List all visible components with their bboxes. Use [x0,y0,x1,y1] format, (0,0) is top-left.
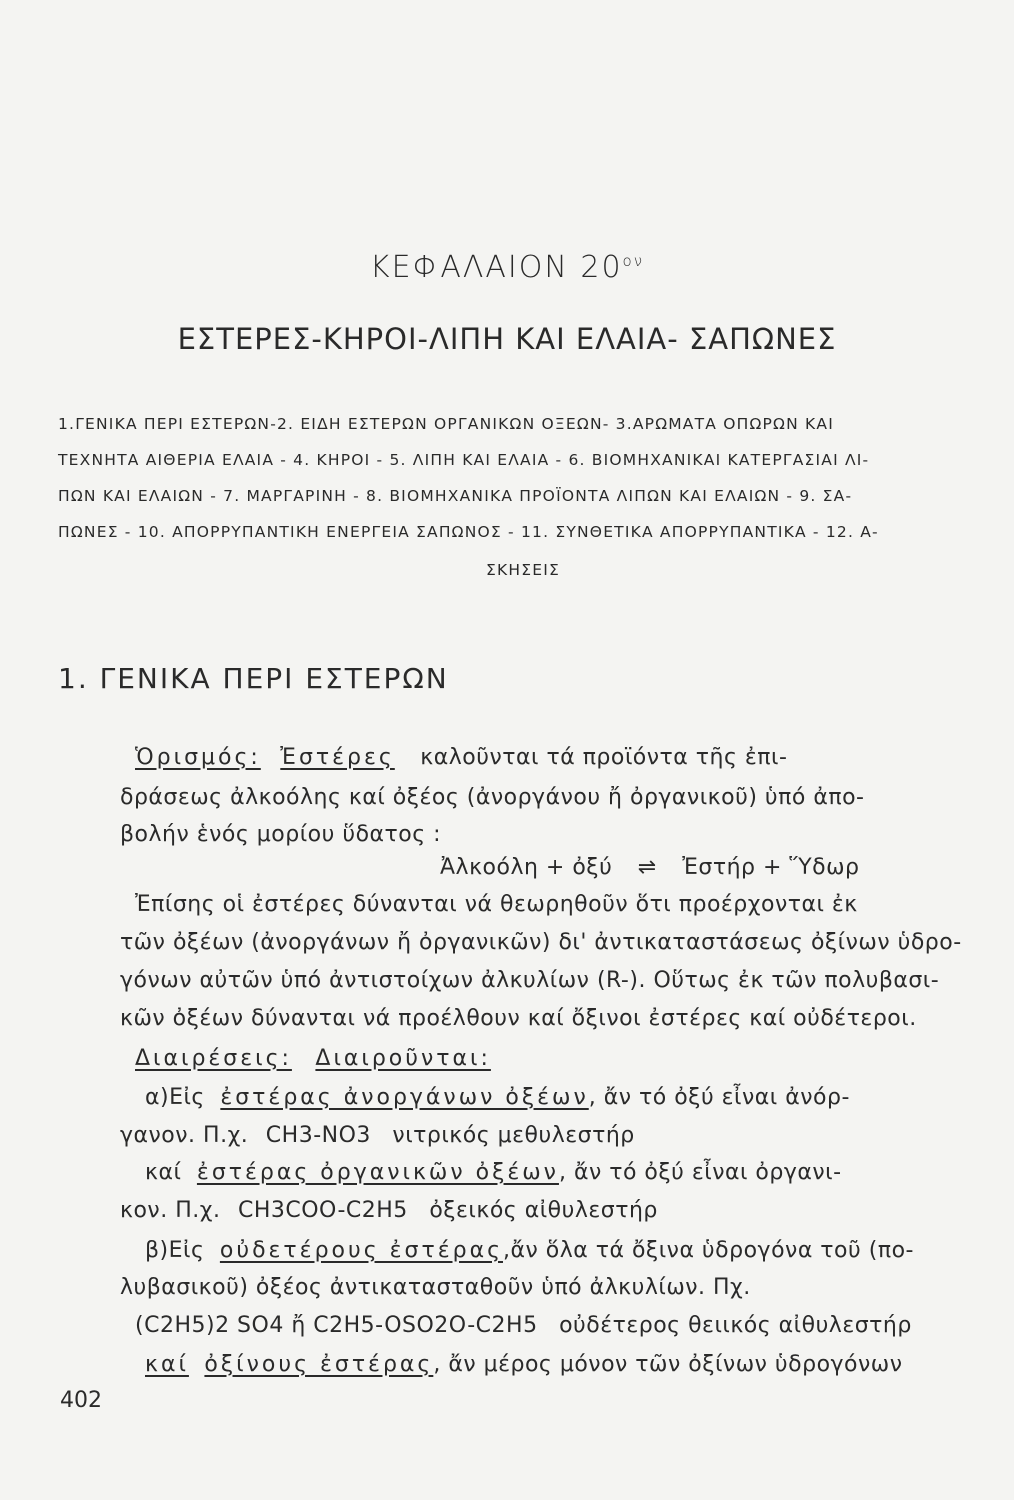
item-prefix: α)Εἰς [145,1085,205,1110]
compound-name: νιτρικός μεθυλεστήρ [392,1123,635,1148]
text-line: Ἐπίσης οἱ ἐστέρες δύνανται νά θεωρηθοῦν ὅτι προέρχονται ἐκ [135,892,858,917]
text-line: καλοῦνται τά προϊόντα τῆς ἐπι- [420,745,788,770]
example-text: γανον. Π.χ. [120,1123,249,1148]
list-item [145,1352,903,1377]
chapter-title: ΚΕΦΑΛΑΙΟΝ 20 [369,250,623,285]
text-line: γόνων αὐτῶν ὑπό ἀντιστοίχων ἀλκυλίων (R-). Οὕτως ἐκ τῶν πολυβασι- [120,968,940,993]
definition-line [135,745,787,770]
text-line: βολήν ἑνός μορίου ὕδατος : [120,822,442,847]
example-line [135,1313,912,1338]
toc-line: ΤΕΧΝΗΤΑ ΑΙΘΕΡΙΑ ΕΛΑΙΑ - 4. ΚΗΡΟΙ - 5. ΛΙΠΗ ΚΑΙ ΕΛΑΙΑ - 6. ΒΙΟΜΗΧΑΝΙΚΑΙ ΚΑΤΕΡΓΑΣΙΑΙ ΛΙ- [58,451,870,469]
chemical-formula: CH3-NO3 [265,1123,371,1148]
item-term: οὐδετέρους ἐστέρας [219,1238,503,1263]
definition-label: Ὁρισμός: [135,745,261,770]
example-line [120,1123,635,1148]
toc-line: ΣΚΗΣΕΙΣ [486,561,560,579]
chapter-heading [0,250,1014,285]
text-line: κῶν ὀξέων δύνανται νά προέλθουν καί ὄξινοι ἐστέρες καί οὐδέτεροι. [120,1006,917,1031]
classification-line [135,1046,491,1071]
equilibrium-arrow-icon: ⇌ [637,855,657,880]
item-text: , ἄν τό ὀξύ εἶναι ἀνόρ- [588,1085,850,1110]
item-prefix: καί [145,1160,182,1185]
list-item [145,1238,914,1263]
item-term: ὀξίνους ἐστέρας [204,1352,434,1377]
text-line: τῶν ὀξέων (ἀνοργάνων ἤ ὀργανικῶν) δι' ἀντικαταστάσεως ὀξίνων ὑδρο- [120,930,962,955]
page-number: 402 [60,1388,102,1413]
item-term: ἐστέρας ἀνοργάνων ὀξέων [220,1085,589,1110]
reaction-equation [440,855,860,880]
list-item [145,1085,850,1110]
compound-name: οὐδέτερος θειικός αἰθυλεστήρ [559,1313,912,1338]
chapter-subtitle: ΕΣΤΕΡΕΣ-ΚΗΡΟΙ-ΛΙΠΗ ΚΑΙ ΕΛΑΙΑ- ΣΑΠΩΝΕΣ [177,322,837,356]
section-title: 1. ΓΕΝΙΚΑ ΠΕΡΙ ΕΣΤΕΡΩΝ [58,662,449,695]
text-line: δράσεως ἀλκοόλης καί ὀξέος (ἀνοργάνου ἤ ὀργανικοῦ) ὑπό ἀπο- [120,785,865,810]
toc-line: ΠΩΝ ΚΑΙ ΕΛΑΙΩΝ - 7. ΜΑΡΓΑΡΙΝΗ - 8. ΒΙΟΜΗΧΑΝΙΚΑ ΠΡΟΪΟΝΤΑ ΛΙΠΩΝ ΚΑΙ ΕΛΑΙΩΝ - 9. ΣΑ- [58,487,853,505]
toc-line: ΠΩΝΕΣ - 10. ΑΠΟΡΡΥΠΑΝΤΙΚΗ ΕΝΕΡΓΕΙΑ ΣΑΠΩΝΟΣ - 11. ΣΥΝΘΕΤΙΚΑ ΑΠΟΡΡΥΠΑΝΤΙΚΑ - 12. Α- [58,523,879,541]
chapter-ordinal-suffix: ον [622,252,645,270]
compound-name: ὀξεικός αἰθυλεστήρ [429,1198,658,1223]
item-prefix: καί [145,1352,189,1377]
item-prefix: β)Εἰς [145,1238,205,1263]
item-text: ,ἄν ὅλα τά ὄξινα ὑδρογόνα τοῦ (πο- [502,1238,914,1263]
chemical-formula: (C2H5)2 SO4 ἤ C2H5-OSO2O-C2H5 [135,1313,538,1338]
item-text: , ἄν τό ὀξύ εἶναι ὀργανι- [558,1160,842,1185]
text-line: λυβασικοῦ) ὀξέος ἀντικατασταθοῦν ὑπό ἀλκυλίων. Πχ. [120,1275,751,1300]
example-text: κον. Π.χ. [120,1198,221,1223]
classification-heading: Διαιροῦνται: [315,1046,491,1071]
example-line [120,1198,658,1223]
toc-line: 1.ΓΕΝΙΚΑ ΠΕΡΙ ΕΣΤΕΡΩΝ-2. ΕΙΔΗ ΕΣΤΕΡΩΝ ΟΡΓΑΝΙΚΩΝ ΟΞΕΩΝ- 3.ΑΡΩΜΑΤΑ ΟΠΩΡΩΝ ΚΑΙ [58,415,834,433]
equation-right: Ἐστήρ + Ὕδωρ [682,855,860,880]
chemical-formula: CH3COO-C2H5 [237,1198,408,1223]
classification-label: Διαιρέσεις: [135,1046,292,1071]
definition-term: Ἐστέρες [280,745,395,770]
list-item [145,1160,842,1185]
item-term: ἐστέρας ὀργανικῶν ὀξέων [196,1160,559,1185]
equation-left: Ἀλκοόλη + ὀξύ [440,855,613,880]
item-text: , ἄν μέρος μόνον τῶν ὀξίνων ὑδρογόνων [433,1352,903,1377]
